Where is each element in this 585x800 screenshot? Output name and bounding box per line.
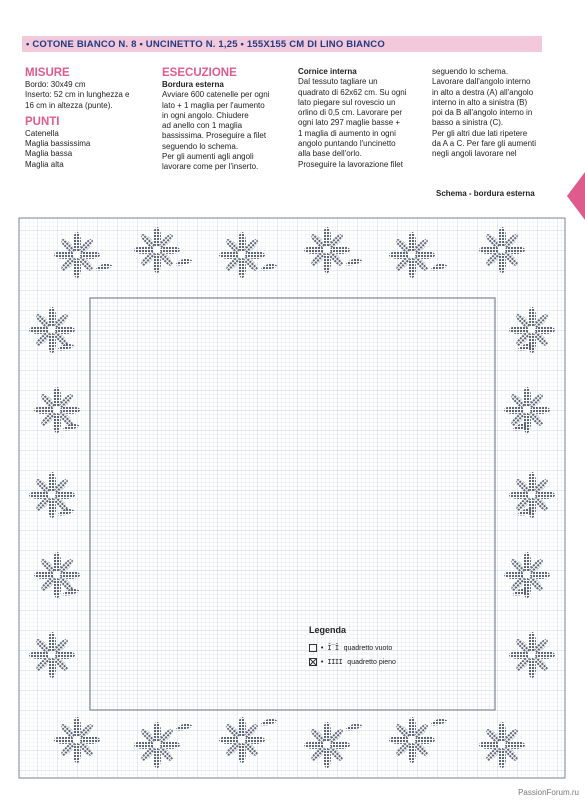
cornice-line: quadrato di 62x62 cm. Su ogni [298, 87, 407, 97]
esecuzione-line: in ogni angolo. Chiudere [162, 110, 249, 120]
cornice-line: alla base dell'orlo. [298, 149, 362, 159]
cornice-line: angolo puntando l'uncinetto [298, 139, 396, 149]
punti-line: Catenella [25, 128, 59, 138]
column-cornice [298, 67, 426, 170]
cornice-line: 1 maglia di aumento in ogni [298, 128, 396, 138]
filet-crochet-chart [17, 210, 567, 780]
column-continuation [432, 67, 554, 160]
cornice-interna-subheading: Cornice interna [298, 67, 357, 76]
continuation-line: in alto a destra (A) all'angolo [432, 87, 534, 97]
watermark: PassionForum.ru [518, 788, 579, 797]
esecuzione-line: seguendo lo schema. [162, 141, 239, 151]
continuation-line: seguendo lo schema. [432, 67, 509, 76]
misure-line: Bordo: 30x49 cm [25, 80, 86, 89]
bordura-esterna-subheading: Bordura esterna [162, 80, 224, 89]
misure-line: Inserto: 52 cm in lunghezza e [25, 90, 130, 100]
continuation-line: Lavorare dall'angolo interno [432, 77, 531, 87]
filled-square-icon [309, 658, 317, 666]
continuation-line: poi da B all'angolo interno in [432, 108, 533, 118]
legend [309, 625, 429, 669]
legend-item-empty [309, 641, 429, 655]
cornice-line: Proseguire la lavorazione filet [298, 159, 403, 169]
cornice-line: orlino di 0,5 cm. Lavorare per [298, 108, 403, 118]
header-bar-text: • COTONE BIANCO N. 8 • UNCINETTO N. 1,25 • 155X155 CM DI LINO BIANCO [26, 38, 385, 50]
continuation-line: negli angoli lavorare nel [432, 149, 517, 159]
esecuzione-line: Avviare 600 catenelle per ogni [162, 90, 270, 100]
punti-line: Maglia bassissima [25, 139, 91, 149]
continuation-line: interno in alto a sinistra (B) [432, 97, 528, 107]
continuation-line: da A a C. Per fare gli aumenti [432, 139, 537, 149]
continuation-line: basso a sinistra (C). [432, 118, 504, 128]
empty-square-icon [309, 644, 317, 652]
legend-label: quadretto pieno [347, 658, 396, 666]
misure-heading: MISURE [25, 67, 70, 79]
legend-title: Legenda [309, 625, 347, 635]
esecuzione-line: lato + 1 maglia per l'aumento [162, 100, 265, 110]
punti-heading: PUNTI [25, 115, 60, 128]
column-esecuzione [162, 67, 290, 173]
punti-line: Maglia bassa [25, 149, 73, 159]
legend-label: quadretto vuoto [343, 644, 393, 652]
column-misure-punti [25, 67, 150, 170]
schema-title: Schema - bordura esterna [436, 189, 535, 198]
continuation-line: Per gli altri due lati ripetere [432, 128, 528, 138]
legend-symbol: • IIII [320, 658, 343, 666]
legend-symbol: • Ī‾Ī [320, 644, 339, 652]
misure-line: 16 cm in altezza (punte). [25, 100, 113, 110]
cornice-line: Dal tessuto tagliare un [298, 77, 378, 87]
esecuzione-line: Per gli aumenti agli angoli [162, 152, 254, 162]
header-bar [22, 36, 542, 52]
esecuzione-line: bassissima. Proseguire a filet [162, 131, 267, 141]
punti-line: Maglia alta [25, 159, 64, 169]
esecuzione-heading: ESECUZIONE [162, 67, 237, 79]
legend-item-filled [309, 655, 429, 669]
esecuzione-line: lavorare come per l'inserto. [162, 162, 259, 172]
esecuzione-line: ad anello con 1 maglia [162, 121, 243, 131]
cornice-line: lato piegare sul rovescio un [298, 97, 396, 107]
cornice-line: ogni lato 297 maglie basse + [298, 118, 401, 128]
